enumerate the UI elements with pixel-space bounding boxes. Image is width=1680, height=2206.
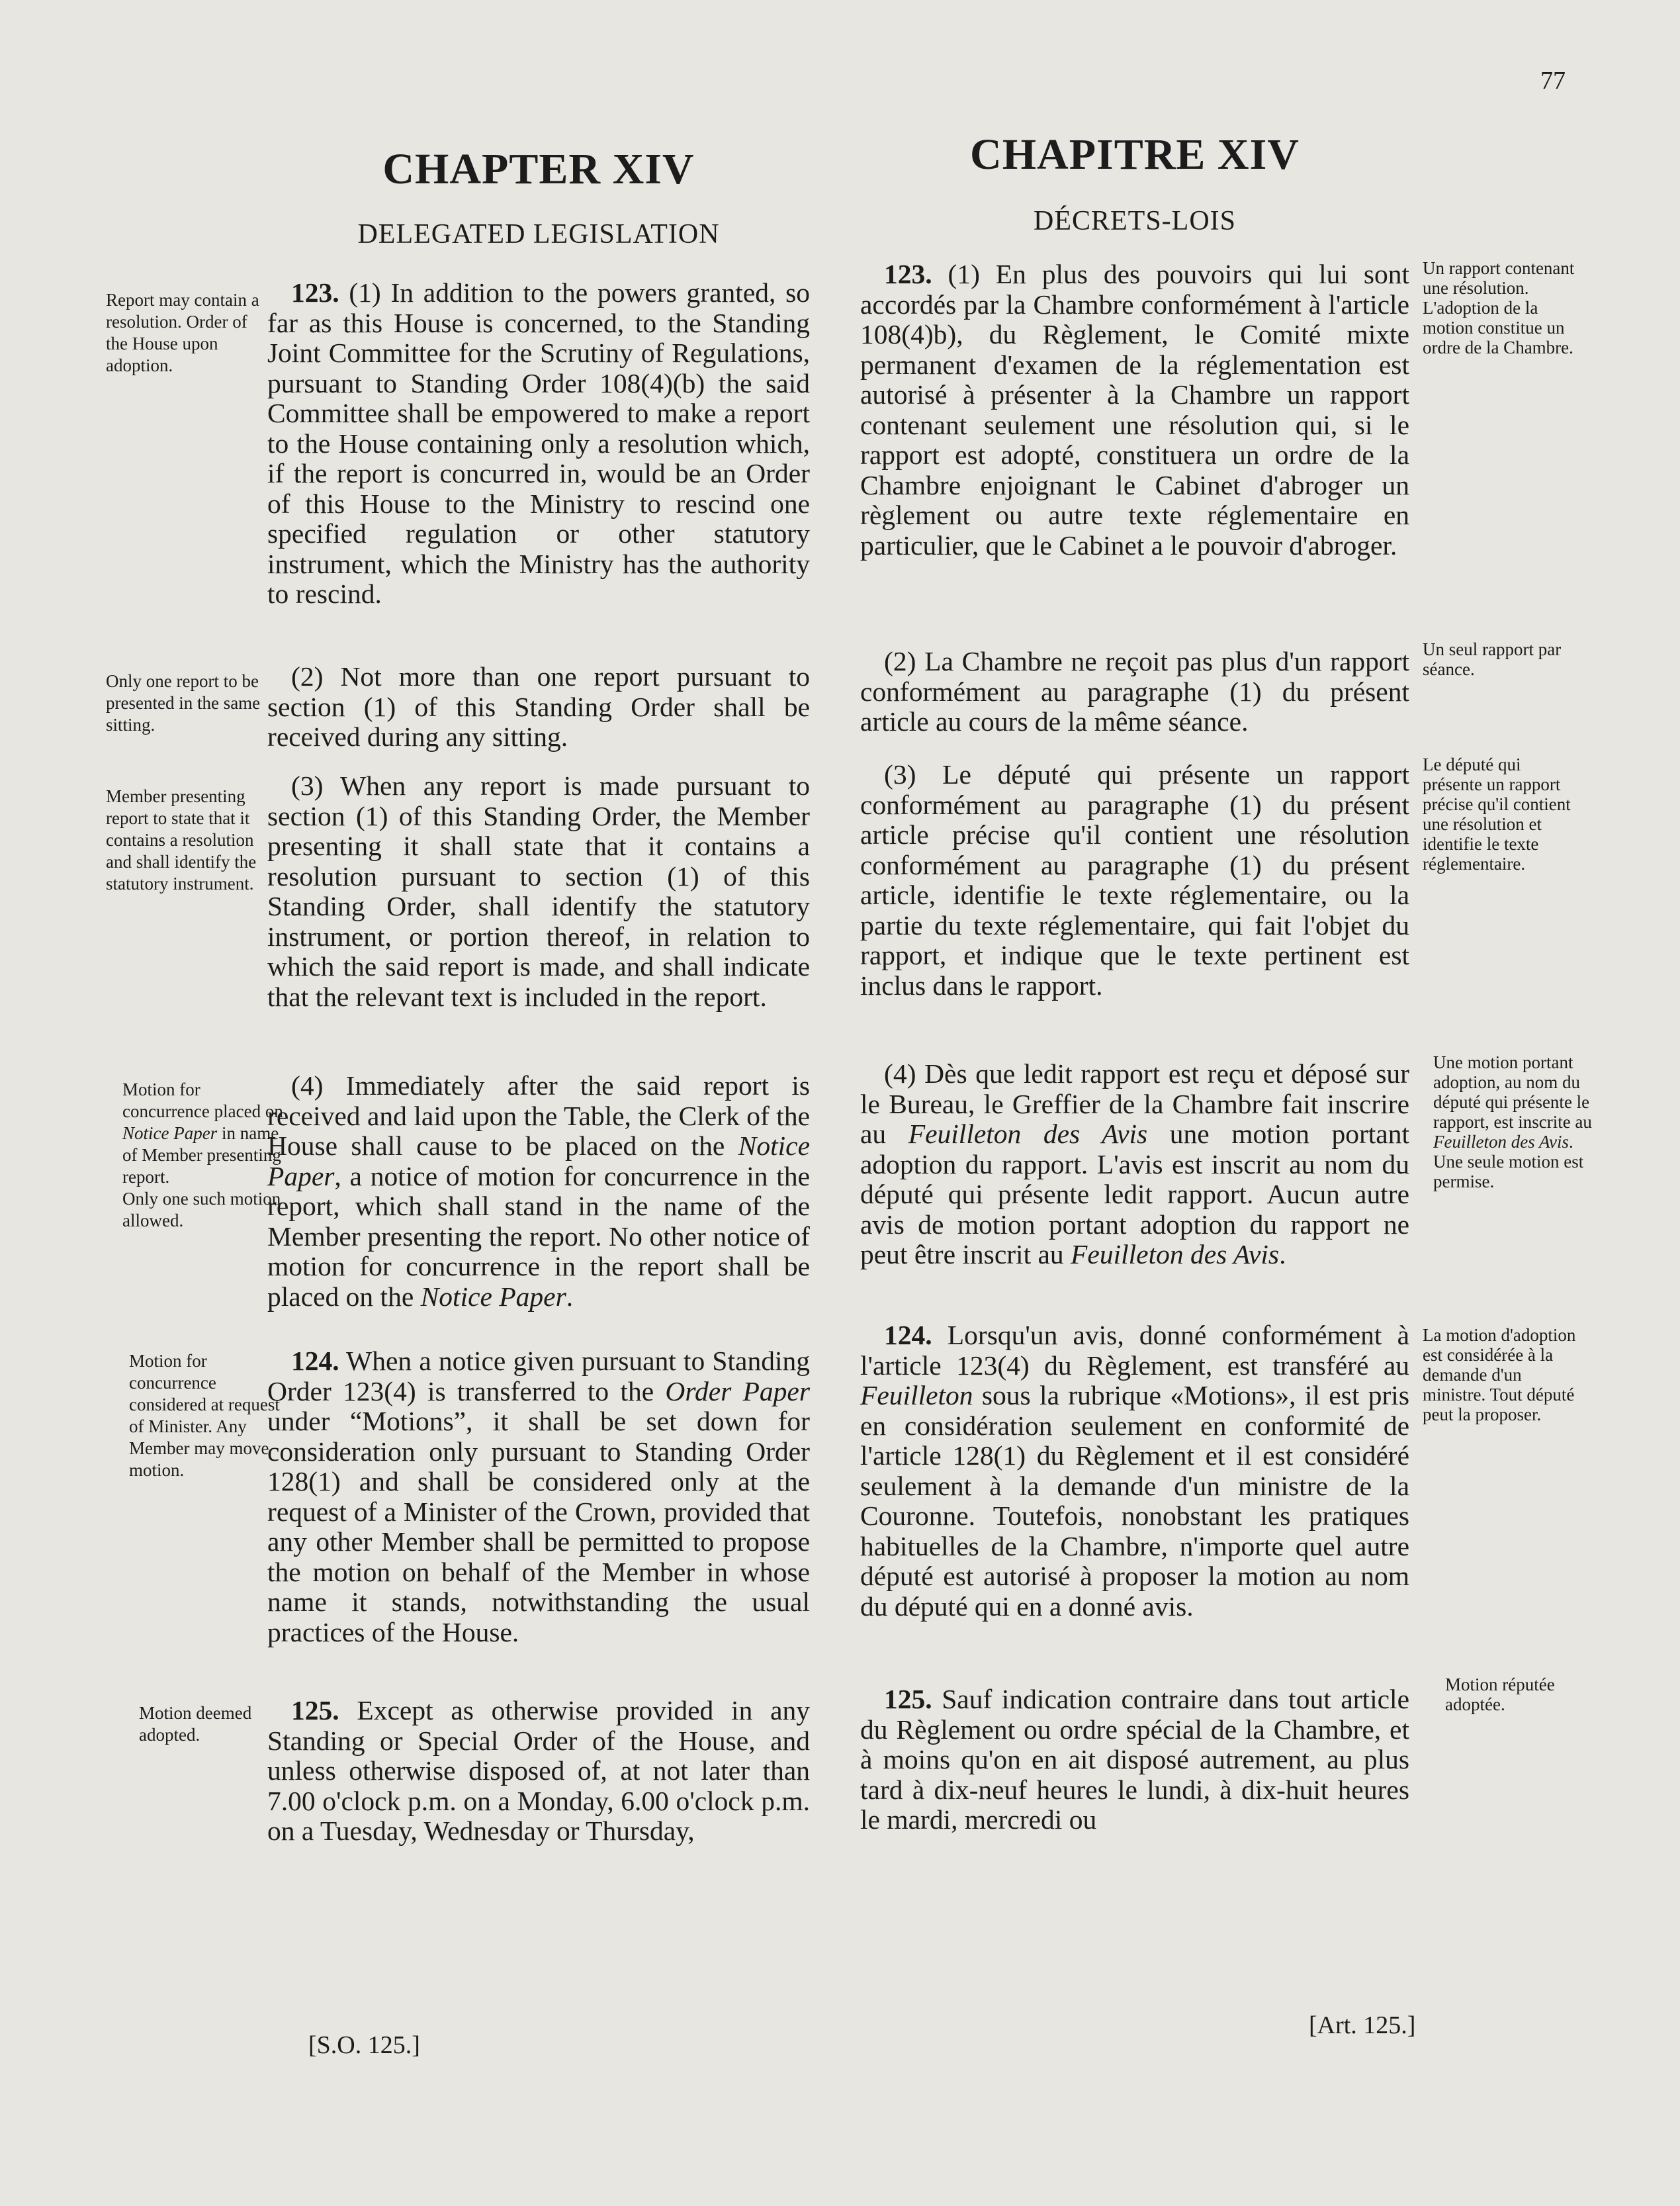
- chapter-subtitle-en: DELEGATED LEGISLATION: [357, 219, 720, 250]
- en-so-123-number: 123.: [291, 277, 339, 308]
- fr-art-123-number: 123.: [884, 259, 932, 289]
- en-sidenote-motion-placed-a: Motion for concurrence placed on: [122, 1080, 283, 1121]
- en-so-124-number: 124.: [291, 1346, 339, 1376]
- fr-art-123-2: (2) La Chambre ne reçoit pas plus d'un rapport conformément au paragraphe (1) du présent article au cours de la même séance.: [860, 646, 1409, 737]
- fr-art-123-1-text: (1) En plus des pouvoirs qui lui sont accordés par la Chambre conformément à l'article 108(4)b), du Règlement, le Comité mixte permanent d'examen de la réglementation est autorisé à présenter à la Chambre un rapport contenant seulement une résolution qui, si le rapport est adopté, constituera un ordre de la Chambre enjoignant le Cabinet d'abroger un règlement ou autre texte réglementaire en particulier, que le Cabinet a le pouvoir d'abroger.: [860, 259, 1409, 561]
- en-sidenote-one-motion: Only one such motion allowed.: [122, 1189, 281, 1230]
- fr-art-123-4-a: (4) Dès que ledit rapport est reçu et déposé sur le Bureau, le Greffier de la Chambre fait inscrire au: [860, 1058, 1409, 1149]
- en-so-123-2: (2) Not more than one report pursuant to section (1) of this Standing Order shall be received during any sitting.: [267, 661, 810, 752]
- en-so-124: [267, 1346, 810, 1647]
- en-so-125-number: 125.: [291, 1695, 339, 1725]
- fr-art-123-4-b: une motion portant adoption du rapport. L'avis est inscrit au nom du député qui présente ledit rapport. Aucun autre avis de motion portant adoption du rapport ne peut être inscrit au: [860, 1119, 1409, 1269]
- en-sidenote-motion-deemed: Motion deemed adopted.: [139, 1703, 252, 1745]
- en-so-125: [267, 1696, 810, 1847]
- fr-art-124-b: sous la rubrique «Motions», il est pris en considération seulement en conformité de l'article 128(1) du Règlement et il est considéré seulement à la demande d'un ministre de la Couronne. Toutefois, nonobstant les pratiques habituelles de la Chambre, n'importe quel autre député est autorisé à proposer la motion au nom du député qui en a donné avis.: [860, 1380, 1409, 1622]
- fr-sidenote-motion-reputee: Motion réputée adoptée.: [1445, 1675, 1555, 1714]
- en-so-124-a: When a notice given pursuant to Standing Order 123(4) is transferred to the: [267, 1346, 810, 1406]
- chapter-title-fr: CHAPITRE XIV: [970, 130, 1300, 179]
- en-footer-reference: [S.O. 125.]: [308, 2031, 420, 2059]
- en-so-123-4: [267, 1071, 810, 1312]
- chapter-title-en: CHAPTER XIV: [382, 145, 695, 193]
- fr-art-123-4-c: .: [1279, 1239, 1286, 1269]
- en-so-123-4-b: , a notice of motion for concurrence in the report, which shall stand in the name of the Member presenting the report. No other notice of motion for concurrence in the report shall be placed on the: [267, 1160, 810, 1312]
- fr-feuilleton-avis-2: Feuilleton des Avis: [1071, 1239, 1280, 1269]
- en-so-125-text: Except as otherwise provided in any Standing or Special Order of the House, and unless otherwise disposed of, at not later than 7.00 o'clock p.m. on a Monday, 6.00 o'clock p.m. on a Tuesday, Wednesday or Thursday,: [267, 1695, 810, 1846]
- chapter-subtitle-fr: DÉCRETS-LOIS: [1034, 206, 1236, 236]
- fr-footer-reference: [Art. 125.]: [1309, 2011, 1416, 2039]
- fr-sidenote-motion-inscrite-b: .: [1568, 1132, 1573, 1152]
- en-so-124-b: under “Motions”, it shall be set down for consideration only pursuant to Standing Order 128(1) and shall be considered only at the request of a Minister of the Crown, provided that any other Member shall be permitted to propose the motion on behalf of the Member in whose name it stands, notwithstanding the usual practices of the House.: [267, 1406, 810, 1647]
- en-so-123-4-a: (4) Immediately after the said report is received and laid upon the Table, the Clerk of the House shall cause to be placed on the: [267, 1070, 810, 1161]
- en-sidenote-motion-placed: [122, 1079, 288, 1232]
- en-so-123-1: [267, 278, 810, 610]
- fr-art-123-3: (3) Le député qui présente un rapport conformément au paragraphe (1) du présent article précise qu'il contient une résolution conformément au paragraphe (1) du présent article, identifie le texte réglementaire, ou la partie du texte réglementaire, qui fait l'objet du rapport, et indique que le texte pertinent est inclus dans le rapport.: [860, 759, 1409, 1001]
- fr-sidenote-motion-inscrite: [1433, 1052, 1592, 1191]
- en-notice-paper-2: Notice Paper: [420, 1281, 566, 1312]
- en-sidenote-notice-paper: Notice Paper: [122, 1123, 218, 1143]
- fr-sidenote-rapport-resolution: Un rapport contenant une résolution. L'adoption de la motion constitue un ordre de la Chambre.: [1423, 258, 1575, 357]
- en-sidenote-report-resolution: Report may contain a resolution. Order of the House upon adoption.: [106, 290, 259, 375]
- en-sidenote-one-report: Only one report to be presented in the same sitting.: [106, 671, 261, 735]
- fr-art-125-number: 125.: [884, 1684, 932, 1714]
- fr-art-124-a: Lorsqu'un avis, donné conformément à l'article 123(4) du Règlement, est transféré au: [860, 1320, 1409, 1381]
- en-so-123-4-c: .: [566, 1281, 574, 1312]
- fr-feuilleton-avis-1: Feuilleton des Avis: [908, 1119, 1148, 1149]
- en-sidenote-motion-placed-b: in name of Member presenting report.: [122, 1123, 281, 1187]
- fr-art-125: [860, 1684, 1409, 1835]
- en-so-123-1-text: (1) In addition to the powers granted, so far as this House is concerned, to the Standing Joint Committee for the Scrutiny of Regulations, pursuant to Standing Order 108(4)(b) the said Committee shall be empowered to make a report to the House containing only a resolution which, if the report is concurred in, would be an Order of this House to the Ministry to rescind one specified regulation or other statutory instrument, which the Ministry has the authority to rescind.: [267, 277, 810, 609]
- fr-sidenote-seul-rapport: Un seul rapport par séance.: [1423, 639, 1562, 679]
- page-number: 77: [1540, 67, 1566, 95]
- fr-sidenote-motion-inscrite-a: Une motion portant adoption, au nom du député qui présente le rapport, est inscrite au: [1433, 1052, 1592, 1132]
- fr-feuilleton: Feuilleton: [860, 1380, 973, 1410]
- fr-art-124: [860, 1320, 1409, 1622]
- fr-sidenote-depute-presente: Le député qui présente un rapport précise qu'il contient une résolution et identifie le texte réglementaire.: [1423, 755, 1571, 874]
- en-so-123-3: (3) When any report is made pursuant to section (1) of this Standing Order, the Member presenting it shall state that it contains a resolution pursuant to section (1) of this Standing Order, shall identify the statutory instrument, or portion thereof, in relation to which the said report is made, and shall indicate that the relevant text is included in the report.: [267, 770, 810, 1012]
- fr-sidenote-seule-motion: Une seule motion est permise.: [1433, 1152, 1584, 1191]
- en-sidenote-member-presenting: Member presenting report to state that it contains a resolution and shall identify the statutory instrument.: [106, 786, 257, 894]
- en-order-paper: Order Paper: [665, 1375, 810, 1406]
- fr-sidenote-feuilleton-avis: Feuilleton des Avis: [1433, 1132, 1569, 1152]
- en-notice-paper-1: Notice Paper: [267, 1130, 810, 1191]
- fr-art-124-number: 124.: [884, 1320, 932, 1350]
- en-sidenote-minister-request: Motion for concurrence considered at request of Minister. Any Member may move motion.: [129, 1351, 280, 1480]
- fr-art-123-4: [860, 1059, 1409, 1270]
- fr-sidenote-demande-ministre: La motion d'adoption est considérée à la demande d'un ministre. Tout député peut la proposer.: [1423, 1325, 1576, 1424]
- fr-art-123-1: [860, 259, 1409, 561]
- fr-art-125-text: Sauf indication contraire dans tout article du Règlement ou ordre spécial de la Chambre, et à moins qu'on en ait disposé autrement, au plus tard à dix-neuf heures le lundi, à dix-huit heures le mardi, mercredi ou: [860, 1684, 1409, 1835]
